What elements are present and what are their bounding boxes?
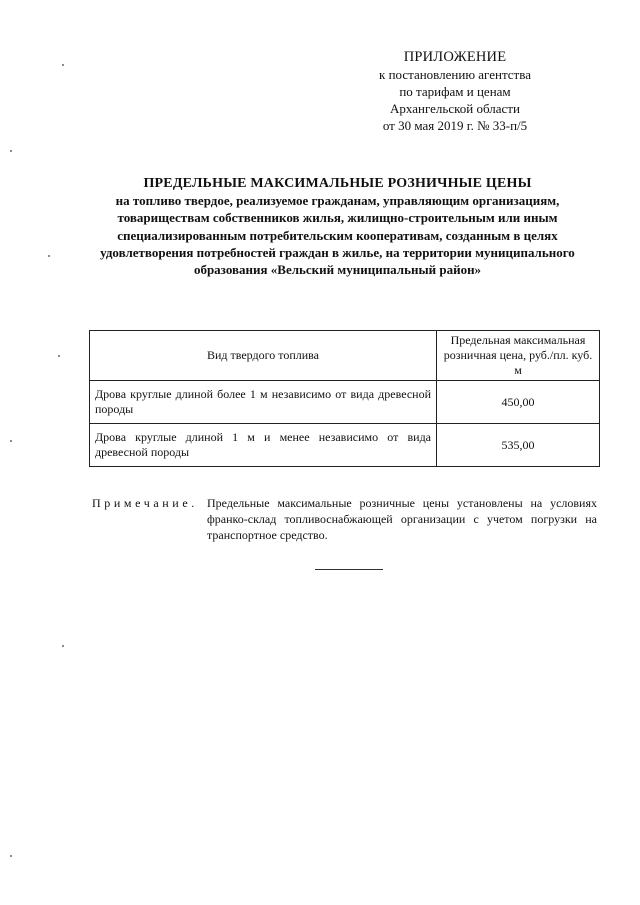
appendix-line: Архангельской области (390, 101, 520, 116)
scan-speck (62, 64, 64, 66)
appendix-line: к постановлению агентства (379, 67, 531, 82)
appendix-line: по тарифам и ценам (399, 84, 511, 99)
table-row (90, 424, 600, 467)
fuel-price-cell: 450,00 (437, 381, 600, 424)
appendix-block (340, 48, 570, 134)
note-text: Предельные максимальные розничные цены установлены на условиях франко-склад топливоснабжающей организации с учетом погрузки на транспортное средство. (207, 496, 597, 542)
scan-speck (10, 150, 12, 152)
note-label: Примечание. (92, 496, 198, 510)
appendix-line: от 30 мая 2019 г. № 33-п/5 (382, 118, 528, 133)
scan-speck (62, 645, 64, 647)
end-divider (315, 569, 383, 570)
fuel-price-cell: 535,00 (437, 424, 600, 467)
document-subtitle: на топливо твердое, реализуемое гражданам, управляющим организациям, товариществам собственников жилья, жилищно-строительным или иным специализированным потребительским кооперативам, созданным в целях удовлетворения потребностей граждан в жилье, на территории муниципального образования «Вельский муниципальный район» (100, 193, 575, 278)
price-table (89, 330, 600, 467)
header-fuel-type: Вид твердого топлива (90, 331, 437, 381)
appendix-title: ПРИЛОЖЕНИЕ (403, 49, 507, 65)
table-row (90, 381, 600, 424)
table-header-row (90, 331, 600, 381)
header-price: Предельная максимальная розничная цена, руб./пл. куб. м (437, 331, 600, 381)
fuel-name-cell: Дрова круглые длиной более 1 м независимо от вида древесной породы (90, 381, 437, 424)
scan-speck (10, 855, 12, 857)
scan-speck (58, 355, 60, 357)
scan-speck (48, 255, 50, 257)
fuel-name-cell: Дрова круглые длиной 1 м и менее независимо от вида древесной породы (90, 424, 437, 467)
document-heading (100, 175, 575, 278)
document-title: ПРЕДЕЛЬНЫЕ МАКСИМАЛЬНЫЕ РОЗНИЧНЫЕ ЦЕНЫ (143, 176, 532, 191)
scan-speck (10, 440, 12, 442)
